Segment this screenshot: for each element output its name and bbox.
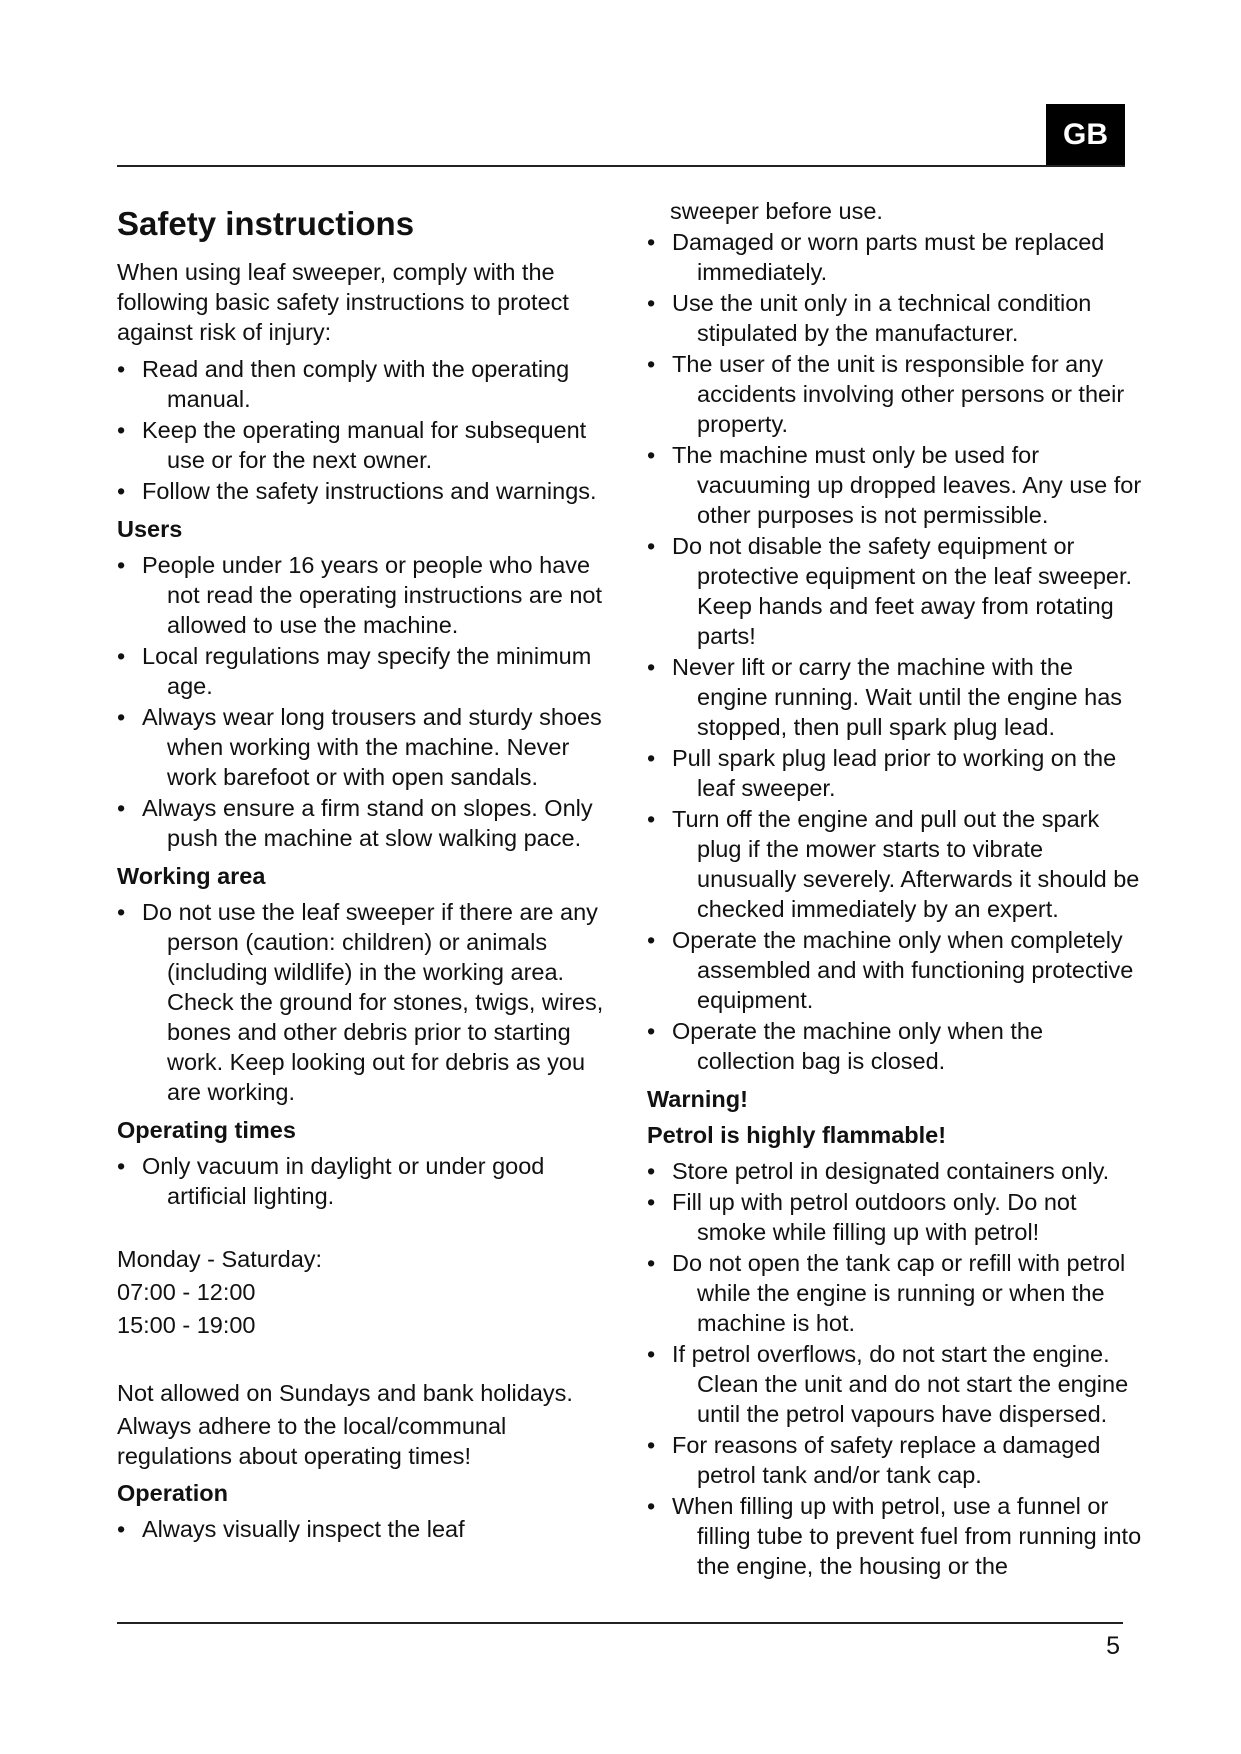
- list-item: • Pull spark plug lead prior to working on the leaf sweeper.: [647, 743, 1147, 803]
- list-item: • Always ensure a firm stand on slopes. Only push the machine at slow walking pace.: [117, 793, 617, 853]
- schedule-slot: 07:00 - 12:00: [117, 1279, 256, 1305]
- list-item: • Operate the machine only when completely assembled and with functioning protective equipment.: [647, 925, 1147, 1015]
- list-item: • Follow the safety instructions and warnings.: [117, 476, 617, 506]
- language-badge: GB: [1046, 104, 1125, 165]
- continued-text: sweeper before use.: [670, 198, 883, 224]
- list-item: • Always wear long trousers and sturdy shoes when working with the machine. Never work barefoot or with open sandals.: [117, 702, 617, 792]
- adhere-note: Always adhere to the local/communal regulations about operating times!: [117, 1413, 507, 1469]
- left-column: [117, 186, 617, 1548]
- list-item: • Damaged or worn parts must be replaced immediately.: [647, 227, 1147, 287]
- header-rule: [117, 165, 1125, 167]
- intro-paragraph: When using leaf sweeper, comply with the following basic safety instructions to protect against risk of injury:: [117, 259, 569, 345]
- list-item: • Turn off the engine and pull out the spark plug if the mower starts to vibrate unusually severely. Afterwards it should be checked immediately by an expert.: [647, 804, 1147, 924]
- page-number: 5: [1106, 1632, 1120, 1660]
- not-allowed-note: Not allowed on Sundays and bank holidays.: [117, 1380, 573, 1406]
- list-item: • People under 16 years or people who have not read the operating instructions are not allowed to use the machine.: [117, 550, 617, 640]
- list-item: • Do not open the tank cap or refill with petrol while the engine is running or when the machine is hot.: [647, 1248, 1147, 1338]
- operation-list-continued: [647, 227, 1147, 1076]
- list-item: • Do not use the leaf sweeper if there are any person (caution: children) or animals (including wildlife) in the working area. Check the ground for stones, twigs, wires, bones and other debris prior to starting work. Keep looking out for debris as you are working.: [117, 897, 617, 1107]
- list-item: • When filling up with petrol, use a funnel or filling tube to prevent fuel from running into the engine, the housing or the: [647, 1491, 1147, 1581]
- users-list: [117, 550, 617, 853]
- schedule-slot: 15:00 - 19:00: [117, 1312, 256, 1338]
- list-item: • Use the unit only in a technical condition stipulated by the manufacturer.: [647, 288, 1147, 348]
- footer-rule: [117, 1622, 1123, 1624]
- list-item: • Read and then comply with the operating manual.: [117, 354, 617, 414]
- list-item: • Keep the operating manual for subsequent use or for the next owner.: [117, 415, 617, 475]
- page-title: Safety instructions: [117, 205, 415, 242]
- list-item: • Do not disable the safety equipment or protective equipment on the leaf sweeper. Keep hands and feet away from rotating parts!: [647, 531, 1147, 651]
- petrol-list: [647, 1156, 1147, 1581]
- list-item: • If petrol overflows, do not start the engine. Clean the unit and do not start the engine until the petrol vapours have dispersed.: [647, 1339, 1147, 1429]
- list-item: • For reasons of safety replace a damaged petrol tank and/or tank cap.: [647, 1430, 1147, 1490]
- operation-list: [117, 1514, 617, 1544]
- petrol-heading: Petrol is highly flammable!: [647, 1122, 947, 1148]
- operating-times-heading: Operating times: [117, 1117, 296, 1143]
- list-item: • Fill up with petrol outdoors only. Do not smoke while filling up with petrol!: [647, 1187, 1147, 1247]
- list-item: • Only vacuum in daylight or under good artificial lighting.: [117, 1151, 617, 1211]
- list-item: • Operate the machine only when the collection bag is closed.: [647, 1016, 1147, 1076]
- working-area-heading: Working area: [117, 863, 266, 889]
- operating-times-list: [117, 1151, 617, 1211]
- list-item: • Always visually inspect the leaf: [117, 1514, 617, 1544]
- working-area-list: [117, 897, 617, 1107]
- operation-heading: Operation: [117, 1480, 228, 1506]
- list-item: • Store petrol in designated containers only.: [647, 1156, 1147, 1186]
- list-item: • The user of the unit is responsible for any accidents involving other persons or their property.: [647, 349, 1147, 439]
- schedule-block: [117, 1243, 617, 1342]
- list-item: • Local regulations may specify the minimum age.: [117, 641, 617, 701]
- warning-heading: Warning!: [647, 1086, 748, 1112]
- users-heading: Users: [117, 516, 183, 542]
- list-item: • Never lift or carry the machine with the engine running. Wait until the engine has stopped, then pull spark plug lead.: [647, 652, 1147, 742]
- right-column: [647, 196, 1147, 1585]
- schedule-days: Monday - Saturday:: [117, 1246, 323, 1272]
- intro-list: [117, 354, 617, 506]
- list-item: • The machine must only be used for vacuuming up dropped leaves. Any use for other purposes is not permissible.: [647, 440, 1147, 530]
